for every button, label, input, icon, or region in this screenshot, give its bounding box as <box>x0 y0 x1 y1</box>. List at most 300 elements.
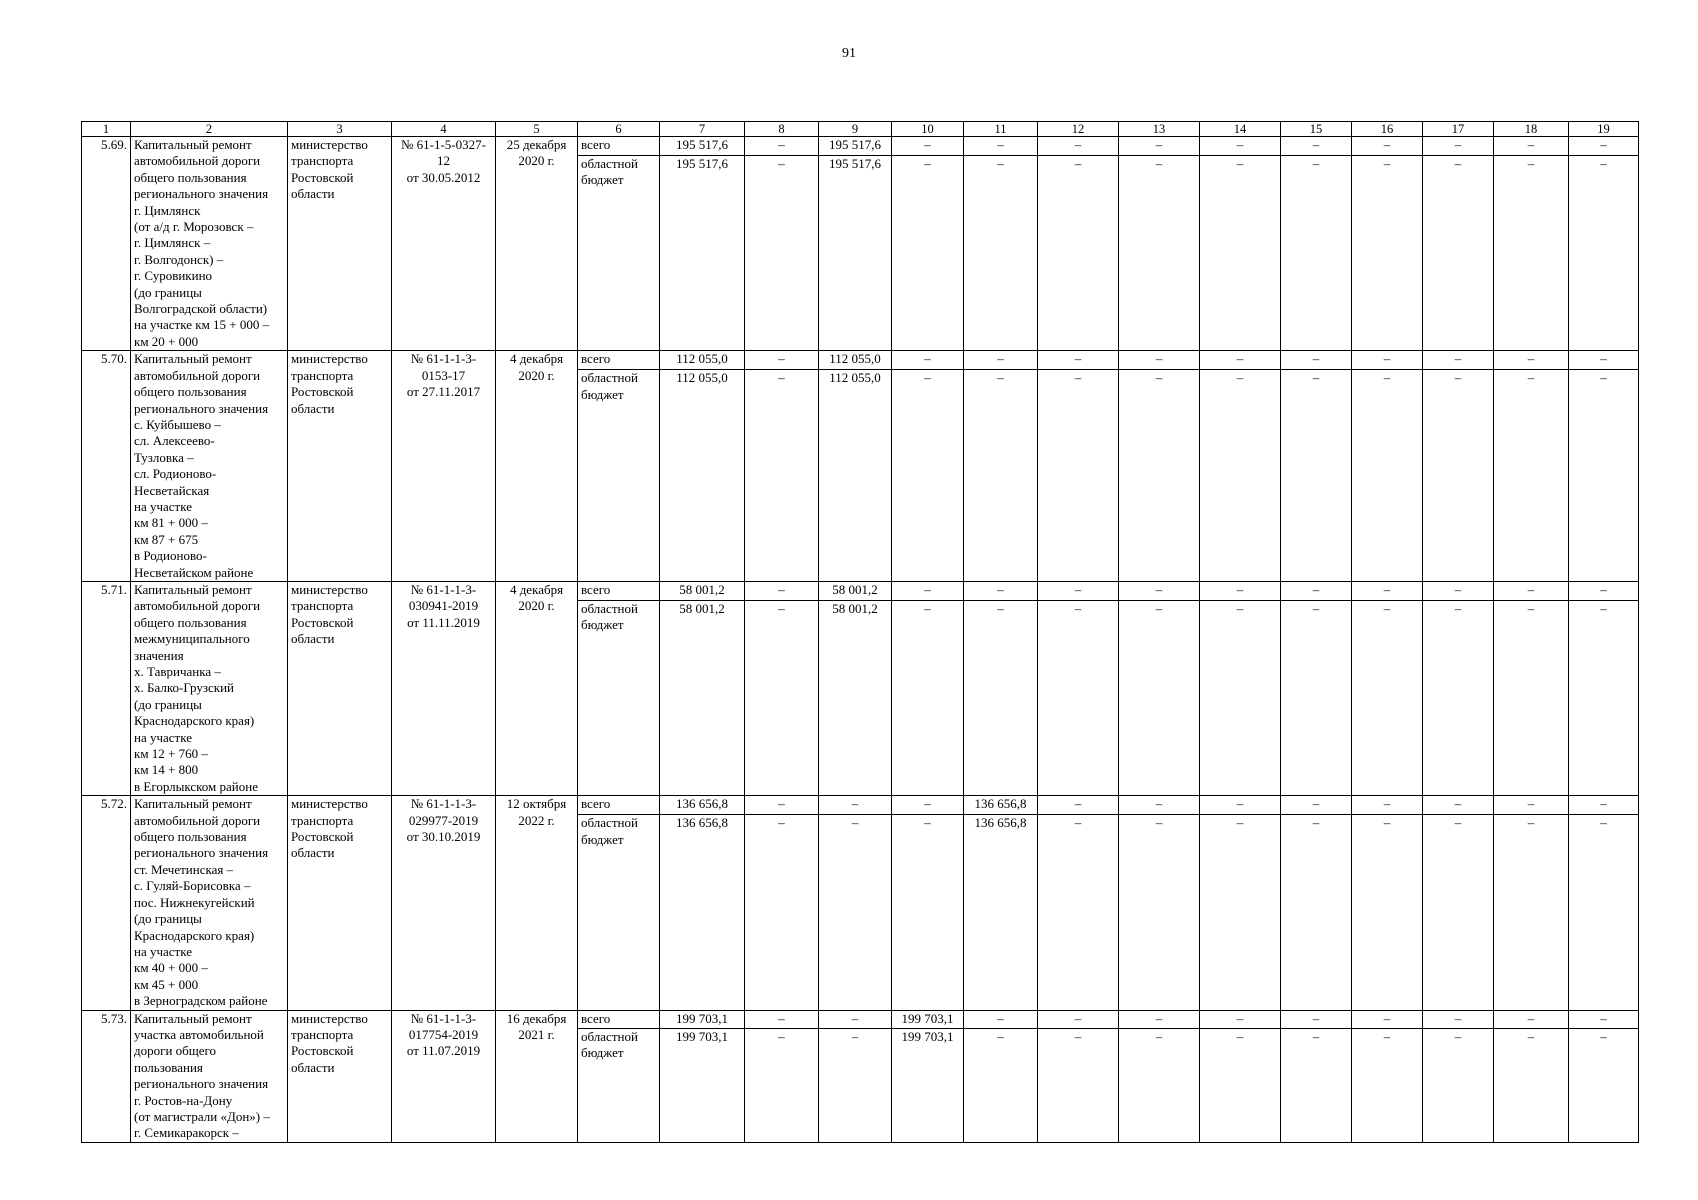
funding-source-total: всего <box>578 351 660 370</box>
object-name-line: Капитальный ремонт <box>134 796 252 812</box>
funding-source-total: всего <box>578 1010 660 1029</box>
value-cell: – <box>892 370 964 582</box>
expertise-document <box>392 1010 496 1142</box>
executor-line: министерство <box>291 351 368 367</box>
value-cell: – <box>745 815 819 1010</box>
value-cell: – <box>964 1029 1038 1143</box>
object-name-line: х. Балко-Грузский <box>134 680 234 696</box>
funding-source-budget-line: областной <box>581 370 638 386</box>
object-name-line: сл. Алексеево- <box>134 433 215 449</box>
executor <box>288 1010 392 1142</box>
value-cell: – <box>745 1010 819 1029</box>
object-name-line: (до границы <box>134 911 202 927</box>
object-name-line: автомобильной дороги <box>134 812 261 828</box>
object-name <box>131 351 288 582</box>
value-cell: – <box>819 815 892 1010</box>
expertise-document-line: № 61-1-1-3- <box>410 351 477 367</box>
value-cell: – <box>1494 137 1569 156</box>
object-name <box>131 1010 288 1142</box>
value-cell: – <box>1281 351 1352 370</box>
value-cell: – <box>1200 1029 1281 1143</box>
value-cell: – <box>892 156 964 351</box>
object-name-line: участка автомобильной <box>134 1026 264 1042</box>
expertise-document-line: от 27.11.2017 <box>406 384 481 400</box>
executor <box>288 351 392 582</box>
object-name-line: (до границы <box>134 284 202 300</box>
value-cell: – <box>1281 370 1352 582</box>
value-cell: – <box>1200 581 1281 600</box>
value-cell: – <box>1423 351 1494 370</box>
value-cell: – <box>1352 581 1423 600</box>
value-cell: – <box>1352 156 1423 351</box>
value-cell: – <box>1423 137 1494 156</box>
object-name <box>131 581 288 795</box>
value-cell: – <box>1569 581 1639 600</box>
value-cell: – <box>1200 156 1281 351</box>
value-cell: – <box>1281 600 1352 795</box>
funding-source-budget-line: бюджет <box>581 172 624 188</box>
funding-source-budget <box>578 156 660 351</box>
value-cell: – <box>1281 796 1352 815</box>
value-cell: 136 656,8 <box>964 815 1038 1010</box>
funding-source-budget-line: бюджет <box>581 831 624 847</box>
object-name-line: общего пользования <box>134 169 247 185</box>
expertise-document-line: от 30.05.2012 <box>406 169 481 185</box>
value-cell: – <box>1038 1029 1119 1143</box>
object-name-line: межмуниципального <box>134 631 250 647</box>
completion-date-line: 2020 г. <box>518 153 555 169</box>
executor-line: области <box>291 400 335 416</box>
funding-source-budget-line: бюджет <box>581 386 624 402</box>
object-name-line: Волгоградской области) <box>134 301 268 317</box>
object-name-line: х. Тавричанка – <box>134 664 221 679</box>
column-number-17: 17 <box>1423 122 1494 137</box>
column-number-2: 2 <box>131 122 288 137</box>
completion-date-line: 25 декабря <box>506 137 567 152</box>
value-cell: 199 703,1 <box>660 1010 745 1029</box>
column-number-14: 14 <box>1200 122 1281 137</box>
value-cell: – <box>1423 370 1494 582</box>
column-number-9: 9 <box>819 122 892 137</box>
value-cell: – <box>1423 796 1494 815</box>
object-name-line: Капитальный ремонт <box>134 351 252 367</box>
completion-date-line: 2021 г. <box>518 1026 555 1042</box>
expertise-document-line: 0153-17 <box>421 367 466 383</box>
object-name-line: общего пользования <box>134 829 247 845</box>
value-cell: – <box>964 600 1038 795</box>
value-cell: 58 001,2 <box>819 600 892 795</box>
value-cell: – <box>1494 156 1569 351</box>
object-name-line: регионального значения <box>134 400 269 416</box>
object-name-line: на участке <box>134 943 192 959</box>
value-cell: – <box>1119 1029 1200 1143</box>
completion-date-line: 12 октября <box>506 796 567 812</box>
column-number-13: 13 <box>1119 122 1200 137</box>
object-name-line: г. Семикаракорск – <box>134 1125 239 1141</box>
expertise-document <box>392 137 496 351</box>
value-cell: 58 001,2 <box>819 581 892 600</box>
value-cell: – <box>1119 156 1200 351</box>
value-cell: – <box>1038 1010 1119 1029</box>
table-row <box>82 137 1639 156</box>
column-number-5: 5 <box>496 122 578 137</box>
expertise-document <box>392 581 496 795</box>
value-cell: – <box>1352 796 1423 815</box>
value-cell: – <box>892 581 964 600</box>
expertise-document-line: 029977-2019 <box>408 812 479 828</box>
funding-source-budget <box>578 1029 660 1143</box>
value-cell: – <box>1423 156 1494 351</box>
completion-date <box>496 137 578 351</box>
object-name-line: км 14 + 800 <box>134 762 199 778</box>
executor <box>288 137 392 351</box>
value-cell: – <box>892 815 964 1010</box>
object-name-line: Капитальный ремонт <box>134 137 252 152</box>
funding-source-budget-line: областной <box>581 815 638 831</box>
value-cell: – <box>1494 796 1569 815</box>
expertise-document-line: № 61-1-1-3- <box>410 796 477 812</box>
object-name-line: км 12 + 760 – <box>134 746 208 762</box>
value-cell: – <box>1281 581 1352 600</box>
object-name-line: г. Волгодонск) – <box>134 251 224 267</box>
value-cell: – <box>1352 137 1423 156</box>
object-name <box>131 796 288 1010</box>
value-cell: – <box>1569 600 1639 795</box>
row-number: 5.72. <box>82 796 131 1010</box>
value-cell: – <box>745 1029 819 1143</box>
object-name-line: автомобильной дороги <box>134 598 261 614</box>
value-cell: – <box>1494 815 1569 1010</box>
object-name <box>131 137 288 351</box>
value-cell: – <box>1281 815 1352 1010</box>
value-cell: 195 517,6 <box>660 137 745 156</box>
value-cell: – <box>745 351 819 370</box>
object-name-line: Несветайская <box>134 482 210 498</box>
object-name-line: дороги общего <box>134 1043 217 1059</box>
table-row <box>82 581 1639 600</box>
value-cell: – <box>1281 1010 1352 1029</box>
completion-date-line: 2020 г. <box>518 367 555 383</box>
object-name-line: с. Куйбышево – <box>134 416 221 432</box>
row-number: 5.69. <box>82 137 131 351</box>
column-number-row <box>82 122 1639 137</box>
value-cell: – <box>1494 370 1569 582</box>
object-name-line: (от а/д г. Морозовск – <box>134 219 254 235</box>
value-cell: – <box>1119 815 1200 1010</box>
value-cell: 195 517,6 <box>660 156 745 351</box>
column-number-10: 10 <box>892 122 964 137</box>
value-cell: – <box>1423 1029 1494 1143</box>
value-cell: – <box>1352 351 1423 370</box>
value-cell: – <box>1352 815 1423 1010</box>
value-cell: – <box>1281 156 1352 351</box>
completion-date-line: 4 декабря <box>509 581 564 597</box>
object-name-line: сл. Родионово- <box>134 466 217 482</box>
value-cell: – <box>1423 581 1494 600</box>
completion-date <box>496 1010 578 1142</box>
value-cell: – <box>1119 600 1200 795</box>
value-cell: – <box>1119 796 1200 815</box>
expertise-document-line: от 11.11.2019 <box>407 614 480 630</box>
column-number-16: 16 <box>1352 122 1423 137</box>
object-name-line: км 81 + 000 – <box>134 515 208 531</box>
value-cell: – <box>1569 137 1639 156</box>
object-name-line: значения <box>134 647 184 663</box>
value-cell: – <box>819 1029 892 1143</box>
value-cell: – <box>1352 600 1423 795</box>
object-name-line: (до границы <box>134 696 202 712</box>
executor-line: министерство <box>291 581 368 597</box>
row-number: 5.70. <box>82 351 131 582</box>
executor-line: транспорта <box>291 812 354 828</box>
value-cell: 195 517,6 <box>819 137 892 156</box>
value-cell: – <box>1200 351 1281 370</box>
expertise-document-line: № 61-1-5-0327- <box>401 137 486 152</box>
object-name-line: в Егорлыкском районе <box>134 778 258 794</box>
value-cell: – <box>1423 600 1494 795</box>
value-cell: 199 703,1 <box>660 1029 745 1143</box>
executor-line: министерство <box>291 796 368 812</box>
object-name-line: в Родионово- <box>134 548 207 564</box>
value-cell: – <box>745 370 819 582</box>
value-cell: 195 517,6 <box>819 156 892 351</box>
object-name-line: общего пользования <box>134 614 247 630</box>
value-cell: – <box>1494 581 1569 600</box>
completion-date-line: 2022 г. <box>518 812 555 828</box>
completion-date-line: 2020 г. <box>518 598 555 614</box>
column-number-18: 18 <box>1494 122 1569 137</box>
value-cell: 112 055,0 <box>660 351 745 370</box>
object-name-line: регионального значения <box>134 186 269 202</box>
value-cell: – <box>1038 600 1119 795</box>
value-cell: – <box>1569 351 1639 370</box>
value-cell: – <box>1352 1029 1423 1143</box>
value-cell: – <box>1569 1010 1639 1029</box>
value-cell: – <box>1038 156 1119 351</box>
executor-line: транспорта <box>291 598 354 614</box>
object-name-line: км 40 + 000 – <box>134 960 208 976</box>
funding-source-budget-line: областной <box>581 1029 638 1045</box>
value-cell: – <box>1494 600 1569 795</box>
object-name-line: г. Ростов-на-Дону <box>134 1092 233 1108</box>
value-cell: – <box>1119 370 1200 582</box>
value-cell: – <box>1281 1029 1352 1143</box>
object-name-line: км 87 + 675 <box>134 531 199 547</box>
object-name-line: с. Гуляй-Борисовка – <box>134 878 251 894</box>
value-cell: – <box>964 581 1038 600</box>
value-cell: 199 703,1 <box>892 1029 964 1143</box>
column-number-6: 6 <box>578 122 660 137</box>
object-name-line: пользования <box>134 1059 203 1075</box>
object-name-line: Тузловка – <box>134 449 194 465</box>
value-cell: – <box>892 351 964 370</box>
value-cell: – <box>892 137 964 156</box>
object-name-line: г. Цимлянск – <box>134 235 211 251</box>
value-cell: – <box>1200 1010 1281 1029</box>
object-name-line: Несветайском районе <box>134 564 254 580</box>
executor-line: Ростовской <box>291 169 354 185</box>
object-name-line: Капитальный ремонт <box>134 1010 252 1026</box>
value-cell: – <box>1200 600 1281 795</box>
value-cell: 112 055,0 <box>819 351 892 370</box>
value-cell: – <box>1494 1010 1569 1029</box>
value-cell: – <box>1352 370 1423 582</box>
expertise-document <box>392 351 496 582</box>
value-cell: – <box>819 796 892 815</box>
column-number-11: 11 <box>964 122 1038 137</box>
object-name-line: автомобильной дороги <box>134 153 261 169</box>
executor-line: транспорта <box>291 367 354 383</box>
value-cell: – <box>892 796 964 815</box>
value-cell: – <box>1569 156 1639 351</box>
value-cell: – <box>1352 1010 1423 1029</box>
value-cell: – <box>1038 351 1119 370</box>
expertise-document-line: 017754-2019 <box>408 1026 479 1042</box>
value-cell: – <box>1038 796 1119 815</box>
value-cell: 58 001,2 <box>660 600 745 795</box>
value-cell: – <box>1119 581 1200 600</box>
row-number: 5.71. <box>82 581 131 795</box>
object-name-line: (от магистрали «Дон») – <box>134 1108 270 1124</box>
value-cell: – <box>1119 1010 1200 1029</box>
table-row <box>82 1010 1639 1029</box>
executor-line: Ростовской <box>291 614 354 630</box>
funding-source-budget-line: областной <box>581 156 638 172</box>
executor-line: области <box>291 845 335 861</box>
funding-source-budget <box>578 815 660 1010</box>
object-name-line: на участке <box>134 498 192 514</box>
executor-line: области <box>291 1059 335 1075</box>
object-name-line: км 20 + 000 <box>134 333 199 349</box>
object-name-line: пос. Нижнекугейский <box>134 894 255 910</box>
value-cell: – <box>1038 815 1119 1010</box>
expertise-document-line: от 30.10.2019 <box>406 829 481 845</box>
value-cell: – <box>1423 1010 1494 1029</box>
value-cell: – <box>1281 137 1352 156</box>
object-name-line: Краснодарского края) <box>134 713 255 729</box>
object-name-line: общего пользования <box>134 384 247 400</box>
value-cell: 136 656,8 <box>660 815 745 1010</box>
value-cell: – <box>964 137 1038 156</box>
object-name-line: г. Суровикино <box>134 268 213 284</box>
column-number-12: 12 <box>1038 122 1119 137</box>
value-cell: – <box>1494 1029 1569 1143</box>
executor-line: транспорта <box>291 1026 354 1042</box>
completion-date <box>496 796 578 1010</box>
column-number-15: 15 <box>1281 122 1352 137</box>
row-number: 5.73. <box>82 1010 131 1142</box>
value-cell: – <box>1494 351 1569 370</box>
table-row <box>82 351 1639 370</box>
object-name-line: Капитальный ремонт <box>134 581 252 597</box>
executor-line: Ростовской <box>291 829 354 845</box>
funding-source-total: всего <box>578 796 660 815</box>
value-cell: – <box>1569 370 1639 582</box>
value-cell: 199 703,1 <box>892 1010 964 1029</box>
column-number-4: 4 <box>392 122 496 137</box>
value-cell: – <box>745 796 819 815</box>
object-name-line: на участке <box>134 729 192 745</box>
column-number-3: 3 <box>288 122 392 137</box>
funding-source-total: всего <box>578 137 660 156</box>
executor-line: области <box>291 186 335 202</box>
object-name-line: км 45 + 000 <box>134 976 199 992</box>
expertise-document-line: 12 <box>437 153 450 169</box>
column-number-19: 19 <box>1569 122 1639 137</box>
object-name-line: на участке км 15 + 000 – <box>134 317 270 333</box>
funding-source-budget-line: бюджет <box>581 617 624 633</box>
value-cell: – <box>964 351 1038 370</box>
completion-date-line: 16 декабря <box>506 1010 567 1026</box>
executor-line: министерство <box>291 1010 368 1026</box>
page-number: 91 <box>842 46 856 61</box>
value-cell: – <box>1200 137 1281 156</box>
value-cell: 136 656,8 <box>660 796 745 815</box>
value-cell: – <box>1038 137 1119 156</box>
object-name-line: г. Цимлянск <box>134 202 201 218</box>
value-cell: – <box>745 581 819 600</box>
object-name-line: Краснодарского края) <box>134 927 255 943</box>
object-name-line: регионального значения <box>134 845 269 861</box>
executor-line: Ростовской <box>291 384 354 400</box>
funding-source-budget <box>578 600 660 795</box>
value-cell: – <box>745 156 819 351</box>
value-cell: – <box>1423 815 1494 1010</box>
value-cell: – <box>1119 351 1200 370</box>
value-cell: – <box>964 1010 1038 1029</box>
value-cell: – <box>892 600 964 795</box>
expertise-document-line: 030941-2019 <box>408 598 479 614</box>
value-cell: – <box>1119 137 1200 156</box>
value-cell: – <box>819 1010 892 1029</box>
value-cell: – <box>1038 581 1119 600</box>
budget-table <box>81 121 1639 1143</box>
table-row <box>82 796 1639 815</box>
value-cell: – <box>1200 796 1281 815</box>
column-number-8: 8 <box>745 122 819 137</box>
completion-date <box>496 351 578 582</box>
object-name-line: ст. Мечетинская – <box>134 861 234 877</box>
expertise-document-line: от 11.07.2019 <box>406 1043 481 1059</box>
completion-date <box>496 581 578 795</box>
value-cell: – <box>1200 815 1281 1010</box>
value-cell: 136 656,8 <box>964 796 1038 815</box>
expertise-document-line: № 61-1-1-3- <box>410 1010 477 1026</box>
expertise-document-line: № 61-1-1-3- <box>410 581 477 597</box>
value-cell: – <box>745 137 819 156</box>
object-name-line: регионального значения <box>134 1076 269 1092</box>
object-name-line: в Зерноградском районе <box>134 993 268 1009</box>
value-cell: – <box>1200 370 1281 582</box>
completion-date-line: 4 декабря <box>509 351 564 367</box>
value-cell: – <box>964 156 1038 351</box>
value-cell: – <box>745 600 819 795</box>
column-number-7: 7 <box>660 122 745 137</box>
value-cell: – <box>1569 796 1639 815</box>
funding-source-budget-line: областной <box>581 600 638 616</box>
expertise-document <box>392 796 496 1010</box>
executor-line: области <box>291 631 335 647</box>
executor-line: транспорта <box>291 153 354 169</box>
funding-source-budget <box>578 370 660 582</box>
funding-source-budget-line: бюджет <box>581 1045 624 1061</box>
funding-source-total: всего <box>578 581 660 600</box>
object-name-line: автомобильной дороги <box>134 367 261 383</box>
value-cell: – <box>1569 1029 1639 1143</box>
executor-line: министерство <box>291 137 368 152</box>
value-cell: 112 055,0 <box>819 370 892 582</box>
value-cell: – <box>1038 370 1119 582</box>
